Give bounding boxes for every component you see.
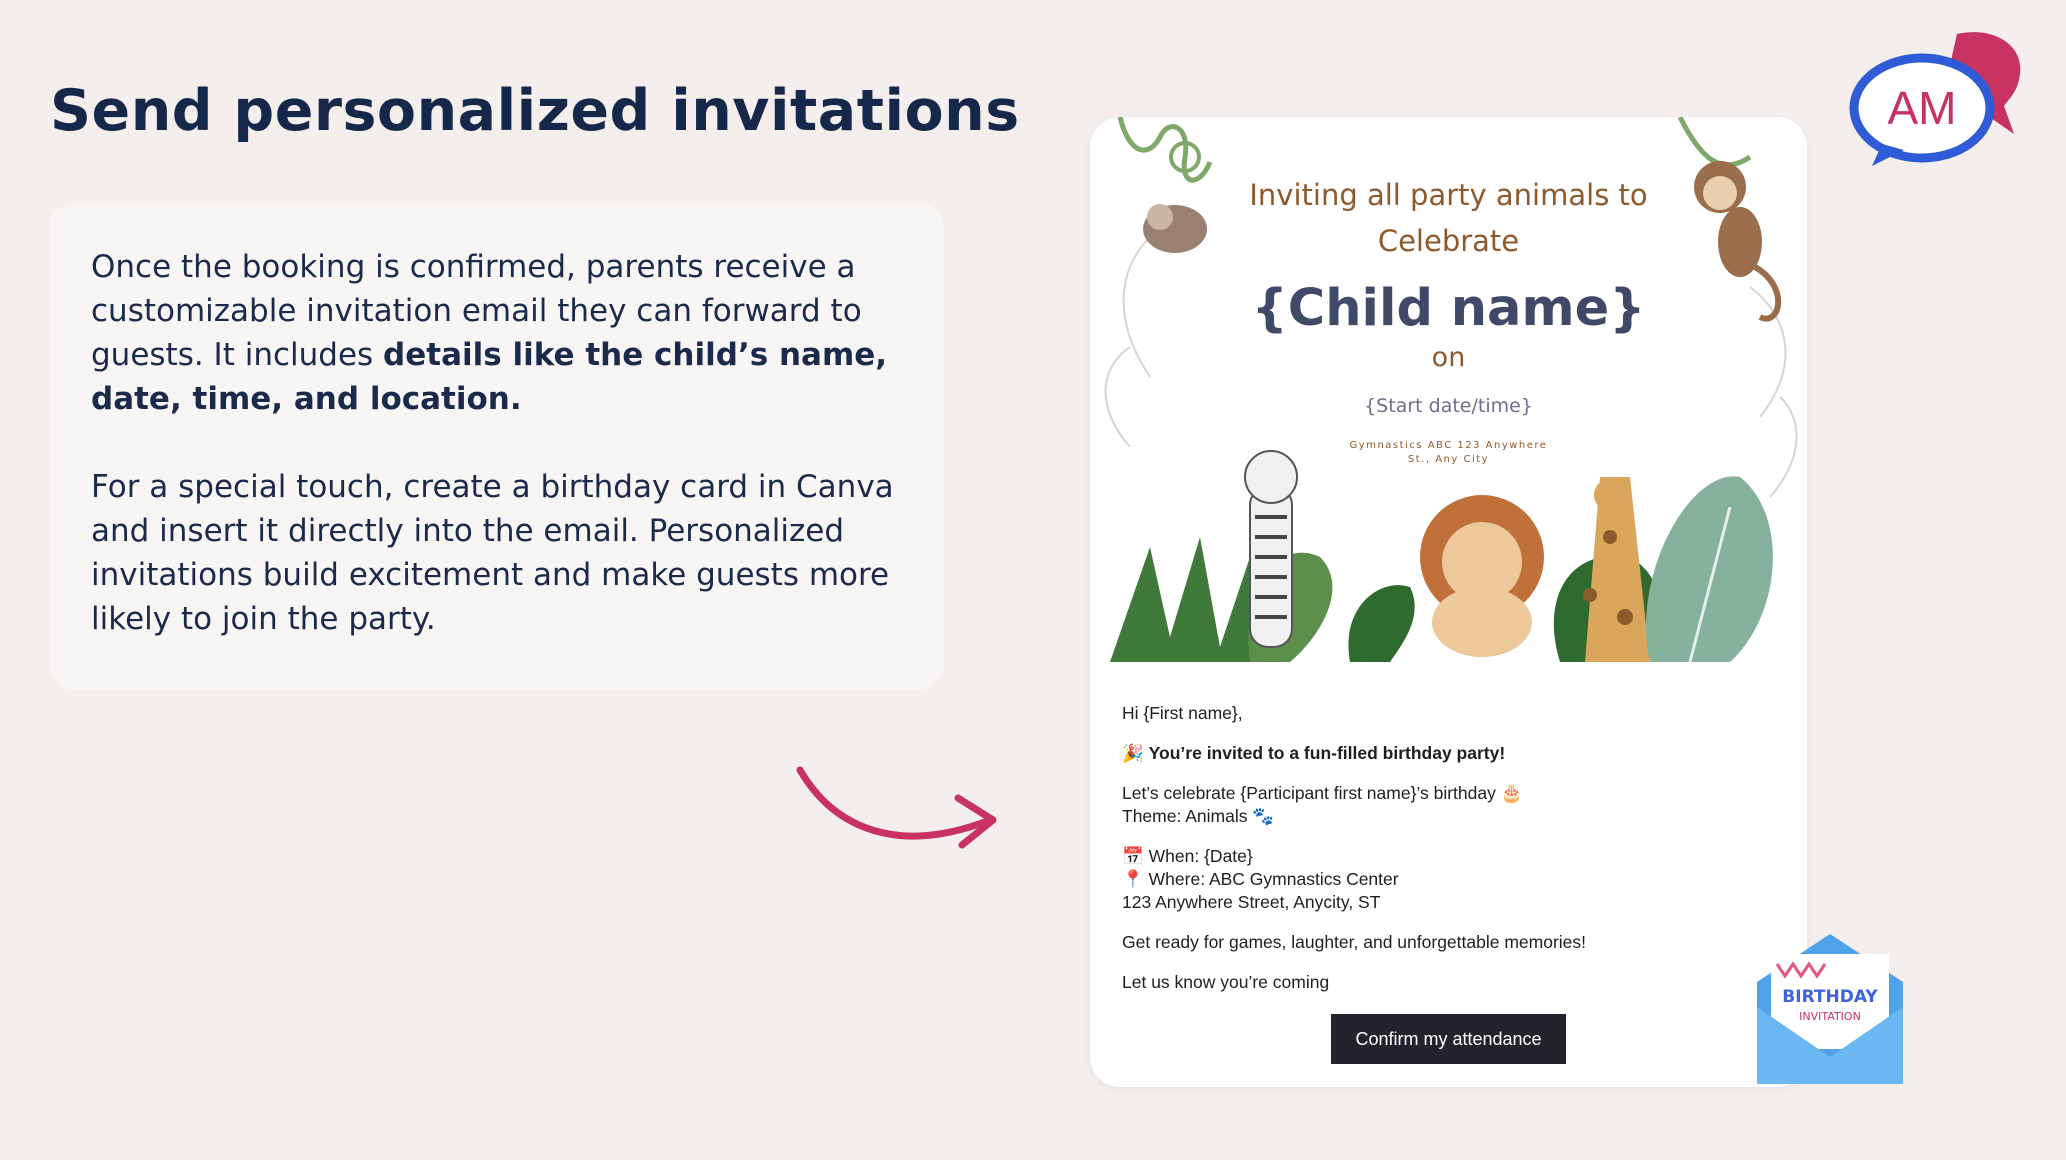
- description-paragraph-2: For a special touch, create a birthday card in Canva and insert it directly into the email. Personalized invitations build excitement and make guests more likely to join the party.: [91, 469, 894, 637]
- invitation-intro-line-2: Celebrate: [1377, 224, 1520, 258]
- email-where-line: 📍 Where: ABC Gymnastics Center: [1122, 869, 1399, 889]
- email-headline-text: You’re invited to a fun-filled birthday party!: [1148, 743, 1506, 763]
- invitation-banner: [1090, 117, 1807, 677]
- description-card: [49, 203, 944, 690]
- email-closing-line: Let us know you’re coming: [1122, 972, 1330, 992]
- email-greeting: Hi {First name},: [1122, 703, 1243, 723]
- invitation-venue-line-2: St., Any City: [1407, 454, 1490, 465]
- email-preview: [1090, 117, 1807, 1087]
- page-title: Send personalized invitations: [50, 78, 1020, 144]
- email-body: [1122, 702, 1782, 1011]
- invitation-child-name: {Child name}: [1251, 279, 1646, 338]
- birthday-envelope-icon: [1755, 932, 1905, 1087]
- email-when-line: 📅 When: {Date}: [1122, 846, 1253, 866]
- invitation-on: on: [1431, 342, 1466, 373]
- email-ready-line: Get ready for games, laughter, and unforgettable memories!: [1122, 932, 1587, 952]
- envelope-title: BIRTHDAY: [1782, 987, 1878, 1007]
- invitation-intro: [1090, 172, 1807, 264]
- invitation-venue: [1090, 439, 1807, 467]
- description-highlight: details like the child’s name, date, time, and location.: [91, 337, 888, 417]
- invitation-intro-line-1: Inviting all party animals to: [1249, 178, 1648, 212]
- envelope-subtitle: INVITATION: [1799, 1010, 1861, 1023]
- confirm-attendance-button[interactable]: Confirm my attendance: [1331, 1014, 1566, 1064]
- party-popper-icon: 🎉: [1122, 743, 1144, 763]
- description-paragraph-1: [91, 245, 902, 421]
- logo-text: AM: [1887, 82, 1957, 134]
- description-text: Once the booking is confirmed, parents receive a customizable invitation email they can forward to guests. It includes: [91, 249, 862, 373]
- invitation-venue-line-1: Gymnastics ABC 123 Anywhere: [1349, 440, 1548, 451]
- am-logo: [1842, 26, 2032, 176]
- email-celebrate: [1122, 782, 1782, 828]
- email-address-line: 123 Anywhere Street, Anycity, ST: [1122, 892, 1381, 912]
- email-details: [1122, 845, 1782, 914]
- curved-arrow-icon: [790, 760, 1010, 860]
- email-headline: [1122, 742, 1782, 765]
- invitation-date: {Start date/time}: [1364, 395, 1533, 417]
- email-theme-line: Theme: Animals 🐾: [1122, 806, 1275, 826]
- email-celebrate-line: Let’s celebrate {Participant first name}’s birthday 🎂: [1122, 783, 1523, 803]
